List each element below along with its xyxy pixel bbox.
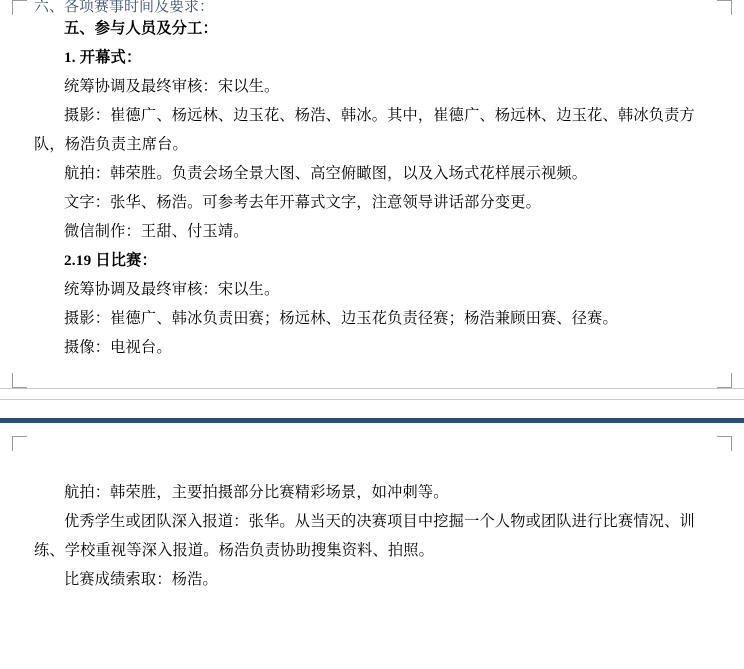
paragraph: 统筹协调及最终审核：宋以生。 <box>64 78 280 95</box>
paragraph: 摄影：崔德广、韩冰负责田赛；杨远林、边玉花负责径赛；杨浩兼顾田赛、径赛。 <box>64 310 618 327</box>
page-1-body <box>0 14 744 362</box>
paragraph: 2.19 日比赛： <box>64 252 157 269</box>
paragraph: 统筹协调及最终审核：宋以生。 <box>64 281 280 298</box>
page-corner-mark-bottom-left <box>12 373 27 388</box>
page-break <box>0 388 744 400</box>
page-corner-mark-bottom-right <box>717 373 732 388</box>
page-break-spacer <box>0 400 744 436</box>
paragraph: 文字：张华、杨浩。可参考去年开幕式文字，注意领导讲话部分变更。 <box>64 194 542 211</box>
paragraph: 摄像：电视台。 <box>64 339 172 356</box>
page-separator-bar <box>0 418 744 423</box>
paragraph: 五、参与人员及分工： <box>64 20 218 37</box>
clipped-line-top: 六、各项赛事时间及要求： <box>34 0 215 14</box>
paragraph: 1. 开幕式： <box>64 49 142 66</box>
paragraph: 微信制作：王甜、付玉靖。 <box>64 223 249 240</box>
paragraph: 优秀学生或团队深入报道：张华。从当天的决赛项目中挖掘一个人物或团队进行比赛情况、训练、学校重视等深入报道。杨浩负责协助搜集资料、拍照。 <box>34 513 695 559</box>
paragraph: 摄影：崔德广、杨远林、边玉花、杨浩、韩冰。其中，崔德广、杨远林、边玉花、韩冰负责方队，杨浩负责主席台。 <box>34 107 695 153</box>
paragraph: 航拍：韩荣胜。负责会场全景大图、高空俯瞰图，以及入场式花样展示视频。 <box>64 165 588 182</box>
document-page-2 <box>0 436 744 669</box>
paragraph: 比赛成绩索取：杨浩。 <box>64 571 218 588</box>
page-2-body <box>0 436 744 594</box>
paragraph: 航拍：韩荣胜，主要拍摄部分比赛精彩场景，如冲刺等。 <box>64 484 449 501</box>
